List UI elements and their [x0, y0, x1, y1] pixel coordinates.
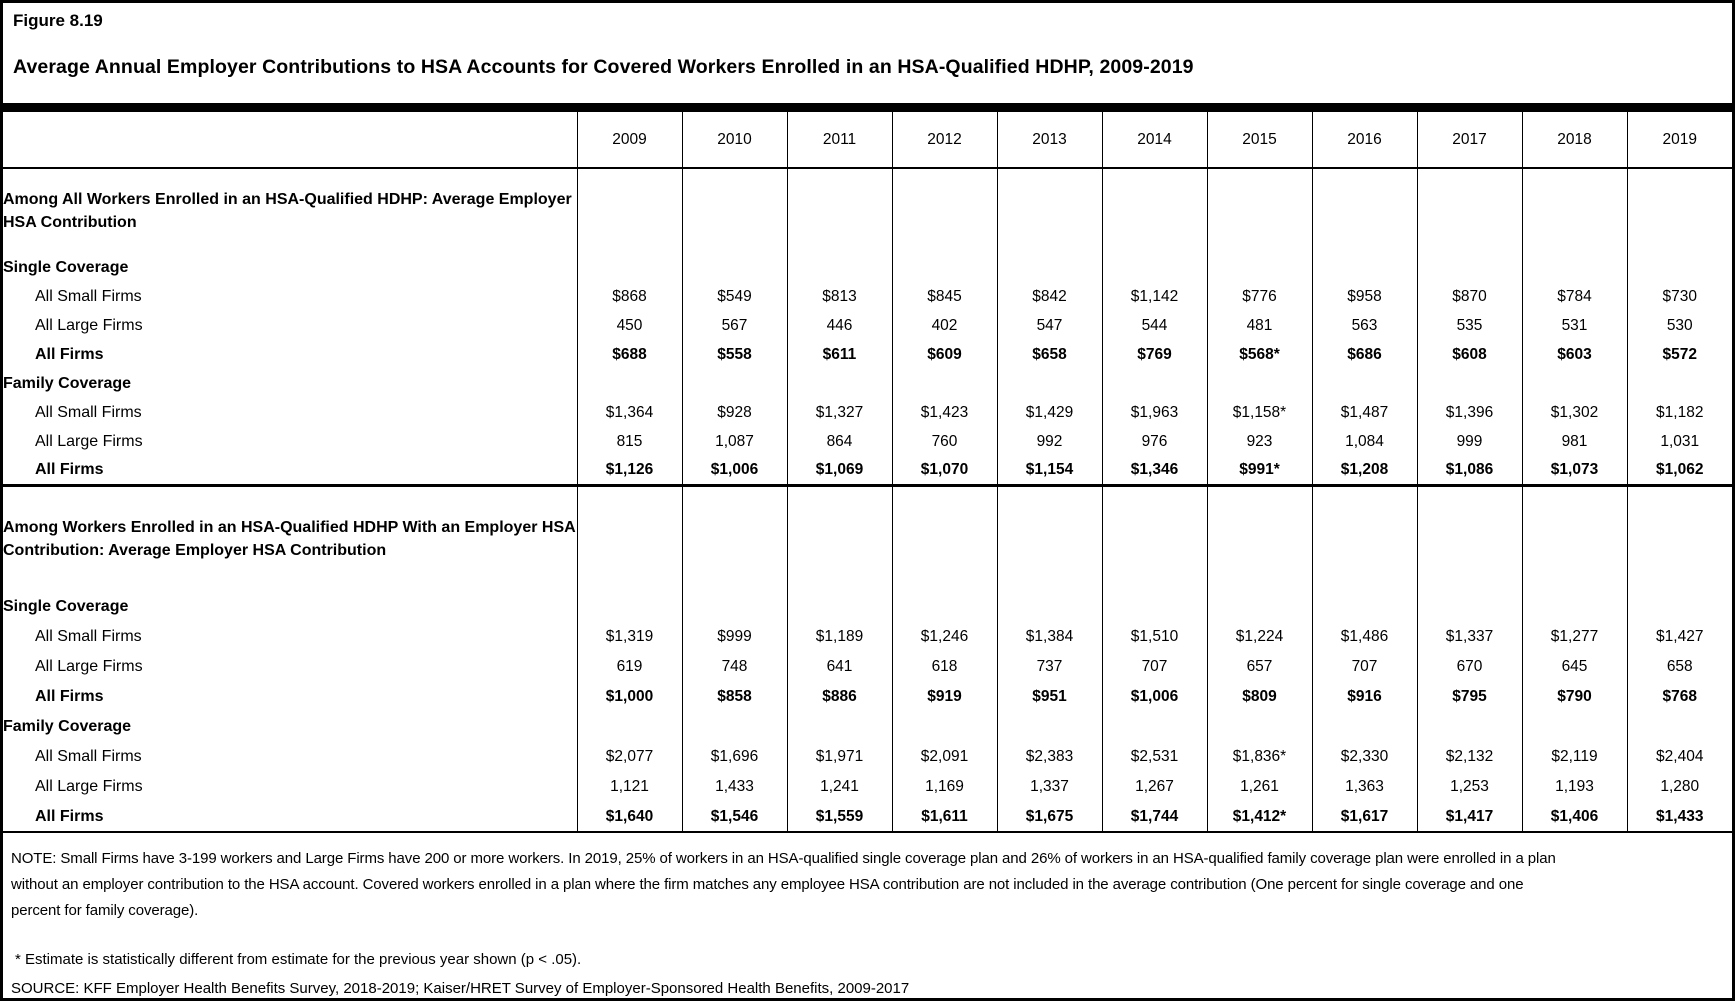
section-header-label: Among Workers Enrolled in an HSA-Qualified HDHP With an Employer HSA Contribution: Average Employer HSA Contribution	[3, 485, 577, 592]
empty-cell	[1417, 485, 1522, 592]
row-label: All Large Firms	[35, 316, 143, 334]
row-label: All Small Firms	[35, 628, 142, 645]
value-cell: $1,086	[1417, 456, 1522, 485]
value-cell: $549	[682, 282, 787, 311]
value-cell	[1627, 253, 1732, 282]
row-label: All Firms	[35, 460, 104, 478]
empty-cell	[997, 485, 1102, 592]
value-cell: $999	[682, 622, 787, 652]
value-cell: $1,487	[1312, 398, 1417, 427]
value-cell: 1,241	[787, 772, 892, 802]
row-label: All Small Firms	[35, 403, 142, 421]
value-cell: $1,696	[682, 742, 787, 772]
value-cell	[997, 712, 1102, 742]
value-cell	[682, 369, 787, 398]
value-cell: 815	[577, 427, 682, 456]
value-cell	[787, 369, 892, 398]
value-cell: $1,154	[997, 456, 1102, 485]
value-cell: $1,006	[1102, 682, 1207, 712]
value-cell: 1,337	[997, 772, 1102, 802]
value-cell: $1,406	[1522, 802, 1627, 832]
section-header-row	[3, 168, 1732, 253]
value-cell: $991*	[1207, 456, 1312, 485]
empty-cell	[1627, 168, 1732, 253]
value-cell: 976	[1102, 427, 1207, 456]
value-cell: 981	[1522, 427, 1627, 456]
value-cell: $1,836*	[1207, 742, 1312, 772]
value-cell: 563	[1312, 311, 1417, 340]
value-cell: $1,675	[997, 802, 1102, 832]
empty-cell	[1312, 485, 1417, 592]
value-cell: $1,006	[682, 456, 787, 485]
table-row	[3, 427, 1732, 456]
value-cell: 481	[1207, 311, 1312, 340]
value-cell: $842	[997, 282, 1102, 311]
value-cell: $1,337	[1417, 622, 1522, 652]
figure-label: Figure 8.19	[13, 11, 103, 30]
value-cell: 1,084	[1312, 427, 1417, 456]
value-cell	[1417, 253, 1522, 282]
value-cell: 992	[997, 427, 1102, 456]
value-cell: $1,617	[1312, 802, 1417, 832]
value-cell	[1522, 592, 1627, 622]
table-row	[3, 282, 1732, 311]
row-label: All Firms	[35, 688, 104, 705]
empty-cell	[1417, 168, 1522, 253]
value-cell: 670	[1417, 652, 1522, 682]
value-cell: $1,611	[892, 802, 997, 832]
section-header-label: Among All Workers Enrolled in an HSA-Qualified HDHP: Average Employer HSA Contribution	[3, 190, 572, 231]
value-cell: $795	[1417, 682, 1522, 712]
value-cell: $572	[1627, 340, 1732, 369]
value-cell: $686	[1312, 340, 1417, 369]
value-cell	[1207, 712, 1312, 742]
value-cell: $1,062	[1627, 456, 1732, 485]
value-cell: $813	[787, 282, 892, 311]
value-cell: $2,132	[1417, 742, 1522, 772]
value-cell: $928	[682, 398, 787, 427]
value-cell: $1,559	[787, 802, 892, 832]
row-label: All Large Firms	[35, 658, 143, 675]
value-cell: $776	[1207, 282, 1312, 311]
value-cell: 923	[1207, 427, 1312, 456]
year-column-header: 2016	[1312, 112, 1417, 168]
value-cell	[1312, 253, 1417, 282]
value-cell: $2,383	[997, 742, 1102, 772]
value-cell	[1417, 592, 1522, 622]
value-cell	[682, 592, 787, 622]
year-column-header: 2014	[1102, 112, 1207, 168]
value-cell: $790	[1522, 682, 1627, 712]
value-cell: 530	[1627, 311, 1732, 340]
empty-cell	[682, 485, 787, 592]
value-cell: $809	[1207, 682, 1312, 712]
value-cell: 707	[1312, 652, 1417, 682]
empty-cell	[577, 485, 682, 592]
row-label: All Large Firms	[35, 778, 143, 795]
value-cell: $784	[1522, 282, 1627, 311]
value-cell	[997, 369, 1102, 398]
value-cell: 641	[787, 652, 892, 682]
value-cell: $2,119	[1522, 742, 1627, 772]
asterisk-note: * Estimate is statistically different from estimate for the previous year shown (p < .05).	[15, 951, 582, 968]
value-cell	[1102, 712, 1207, 742]
value-cell: $568*	[1207, 340, 1312, 369]
value-cell: $1,224	[1207, 622, 1312, 652]
value-cell	[577, 712, 682, 742]
row-label-column-header	[3, 112, 577, 168]
value-cell: $1,319	[577, 622, 682, 652]
empty-cell	[1102, 485, 1207, 592]
title-block	[3, 3, 1732, 103]
value-cell: $730	[1627, 282, 1732, 311]
value-cell: $886	[787, 682, 892, 712]
empty-cell	[787, 485, 892, 592]
value-cell: $1,396	[1417, 398, 1522, 427]
empty-cell	[787, 168, 892, 253]
value-cell	[1207, 592, 1312, 622]
value-cell: 567	[682, 311, 787, 340]
value-cell	[682, 712, 787, 742]
note-text: NOTE: Small Firms have 3-199 workers and Large Firms have 200 or more workers. In 2019, 25% of workers in an HSA-qualified single coverage plan and 26% of workers in an HSA-qualified family coverage plan were enrolled in a plan without an employer contribution to the HSA account. Covered workers enrolled in a plan where the firm matches any employee HSA contribution are not included in the average contribution (One percent for single coverage and one percent for family coverage).	[11, 850, 1556, 919]
value-cell: $1,070	[892, 456, 997, 485]
empty-cell	[997, 168, 1102, 253]
value-cell	[1627, 369, 1732, 398]
value-cell: 450	[577, 311, 682, 340]
value-cell: $1,510	[1102, 622, 1207, 652]
value-cell: $870	[1417, 282, 1522, 311]
value-cell: $608	[1417, 340, 1522, 369]
value-cell: $1,429	[997, 398, 1102, 427]
value-cell	[892, 592, 997, 622]
year-column-header: 2010	[682, 112, 787, 168]
value-cell	[787, 592, 892, 622]
value-cell: $1,069	[787, 456, 892, 485]
value-cell: 1,280	[1627, 772, 1732, 802]
year-header-row	[3, 112, 1732, 168]
value-cell	[1522, 253, 1627, 282]
value-cell	[577, 369, 682, 398]
value-cell: 531	[1522, 311, 1627, 340]
table-row	[3, 592, 1732, 622]
value-cell	[577, 253, 682, 282]
value-cell	[997, 592, 1102, 622]
value-cell	[1312, 712, 1417, 742]
value-cell	[1102, 253, 1207, 282]
title-divider-bar	[3, 103, 1732, 112]
value-cell: $951	[997, 682, 1102, 712]
source-text: SOURCE: KFF Employer Health Benefits Survey, 2018-2019; Kaiser/HRET Survey of Employer-Sponsored Health Benefits, 2009-2017	[11, 980, 910, 997]
value-cell: $1,744	[1102, 802, 1207, 832]
empty-cell	[1312, 168, 1417, 253]
value-cell	[997, 253, 1102, 282]
value-cell: 645	[1522, 652, 1627, 682]
value-cell: 1,261	[1207, 772, 1312, 802]
row-label: All Small Firms	[35, 287, 142, 305]
value-cell: 446	[787, 311, 892, 340]
value-cell: $768	[1627, 682, 1732, 712]
value-cell: 547	[997, 311, 1102, 340]
value-cell: $845	[892, 282, 997, 311]
section-header-row	[3, 485, 1732, 592]
year-column-header: 2009	[577, 112, 682, 168]
value-cell: $1,364	[577, 398, 682, 427]
value-cell: 748	[682, 652, 787, 682]
row-label: All Firms	[35, 807, 104, 825]
year-column-header: 2019	[1627, 112, 1732, 168]
value-cell: $1,971	[787, 742, 892, 772]
value-cell: $1,142	[1102, 282, 1207, 311]
value-cell: $609	[892, 340, 997, 369]
empty-cell	[1207, 168, 1312, 253]
table-row	[3, 712, 1732, 742]
value-cell: 402	[892, 311, 997, 340]
value-cell: $1,486	[1312, 622, 1417, 652]
value-cell: 1,087	[682, 427, 787, 456]
value-cell: $1,963	[1102, 398, 1207, 427]
value-cell: 544	[1102, 311, 1207, 340]
value-cell	[892, 712, 997, 742]
year-column-header: 2015	[1207, 112, 1312, 168]
value-cell	[1207, 253, 1312, 282]
table-row	[3, 253, 1732, 282]
year-column-header: 2018	[1522, 112, 1627, 168]
table-row	[3, 456, 1732, 485]
empty-cell	[1522, 168, 1627, 253]
table-row	[3, 622, 1732, 652]
table-row	[3, 742, 1732, 772]
year-column-header: 2013	[997, 112, 1102, 168]
value-cell	[1417, 712, 1522, 742]
value-cell	[1102, 592, 1207, 622]
table-row	[3, 682, 1732, 712]
value-cell	[1102, 369, 1207, 398]
year-column-header: 2012	[892, 112, 997, 168]
row-label: Single Coverage	[3, 258, 129, 276]
value-cell: $1,073	[1522, 456, 1627, 485]
value-cell: $1,000	[577, 682, 682, 712]
value-cell: $1,277	[1522, 622, 1627, 652]
value-cell: 1,253	[1417, 772, 1522, 802]
row-label: Family Coverage	[3, 374, 132, 392]
value-cell: $916	[1312, 682, 1417, 712]
value-cell: 1,363	[1312, 772, 1417, 802]
value-cell: 1,169	[892, 772, 997, 802]
value-cell	[1312, 592, 1417, 622]
value-cell	[1522, 369, 1627, 398]
value-cell: $1,346	[1102, 456, 1207, 485]
value-cell: 707	[1102, 652, 1207, 682]
table-row	[3, 398, 1732, 427]
table-head	[3, 112, 1732, 168]
value-cell: $1,182	[1627, 398, 1732, 427]
year-column-header: 2017	[1417, 112, 1522, 168]
empty-cell	[682, 168, 787, 253]
table-row	[3, 311, 1732, 340]
value-cell	[1312, 369, 1417, 398]
value-cell: 1,267	[1102, 772, 1207, 802]
value-cell: $688	[577, 340, 682, 369]
value-cell: $1,302	[1522, 398, 1627, 427]
value-cell: $1,384	[997, 622, 1102, 652]
table-row	[3, 802, 1732, 832]
value-cell: $1,433	[1627, 802, 1732, 832]
value-cell: $1,327	[787, 398, 892, 427]
empty-cell	[577, 168, 682, 253]
value-cell: 1,121	[577, 772, 682, 802]
value-cell: $958	[1312, 282, 1417, 311]
row-label: All Firms	[35, 345, 104, 363]
empty-cell	[1207, 485, 1312, 592]
row-label: Single Coverage	[3, 598, 129, 615]
empty-cell	[892, 485, 997, 592]
value-cell	[1417, 369, 1522, 398]
value-cell: $611	[787, 340, 892, 369]
value-cell: $1,423	[892, 398, 997, 427]
value-cell: $858	[682, 682, 787, 712]
hsa-contributions-table	[3, 112, 1732, 833]
page-title: Average Annual Employer Contributions to HSA Accounts for Covered Workers Enrolled in an HSA-Qualified HDHP, 2009-2019	[13, 56, 1194, 78]
value-cell	[1522, 712, 1627, 742]
empty-cell	[1102, 168, 1207, 253]
value-cell: $1,417	[1417, 802, 1522, 832]
value-cell: 657	[1207, 652, 1312, 682]
value-cell: $1,246	[892, 622, 997, 652]
value-cell: 1,031	[1627, 427, 1732, 456]
value-cell	[892, 253, 997, 282]
value-cell: $603	[1522, 340, 1627, 369]
value-cell: $1,640	[577, 802, 682, 832]
table-row	[3, 340, 1732, 369]
value-cell	[1207, 369, 1312, 398]
notes-block	[3, 833, 1732, 999]
value-cell	[1627, 712, 1732, 742]
value-cell: $1,126	[577, 456, 682, 485]
value-cell	[787, 253, 892, 282]
value-cell: 999	[1417, 427, 1522, 456]
row-label: All Small Firms	[35, 748, 142, 765]
value-cell: $1,412*	[1207, 802, 1312, 832]
year-column-header: 2011	[787, 112, 892, 168]
empty-cell	[892, 168, 997, 253]
empty-cell	[1627, 485, 1732, 592]
value-cell: $1,189	[787, 622, 892, 652]
table-row	[3, 652, 1732, 682]
table-row	[3, 369, 1732, 398]
value-cell: 1,193	[1522, 772, 1627, 802]
value-cell: $2,091	[892, 742, 997, 772]
value-cell: $2,330	[1312, 742, 1417, 772]
value-cell: 535	[1417, 311, 1522, 340]
value-cell: 1,433	[682, 772, 787, 802]
row-label: Family Coverage	[3, 718, 132, 735]
value-cell: 618	[892, 652, 997, 682]
value-cell: 658	[1627, 652, 1732, 682]
empty-cell	[1522, 485, 1627, 592]
value-cell: $2,077	[577, 742, 682, 772]
value-cell	[787, 712, 892, 742]
value-cell: 619	[577, 652, 682, 682]
value-cell: $2,404	[1627, 742, 1732, 772]
row-label: All Large Firms	[35, 432, 143, 450]
value-cell	[1627, 592, 1732, 622]
value-cell	[577, 592, 682, 622]
value-cell: $1,158*	[1207, 398, 1312, 427]
value-cell: $558	[682, 340, 787, 369]
value-cell: 737	[997, 652, 1102, 682]
value-cell: $1,427	[1627, 622, 1732, 652]
value-cell	[892, 369, 997, 398]
value-cell: $769	[1102, 340, 1207, 369]
value-cell: $1,208	[1312, 456, 1417, 485]
value-cell: $1,546	[682, 802, 787, 832]
value-cell: $658	[997, 340, 1102, 369]
value-cell: $2,531	[1102, 742, 1207, 772]
value-cell: 864	[787, 427, 892, 456]
value-cell: 760	[892, 427, 997, 456]
table-body	[3, 168, 1732, 832]
value-cell: $868	[577, 282, 682, 311]
table-row	[3, 772, 1732, 802]
value-cell	[682, 253, 787, 282]
value-cell: $919	[892, 682, 997, 712]
